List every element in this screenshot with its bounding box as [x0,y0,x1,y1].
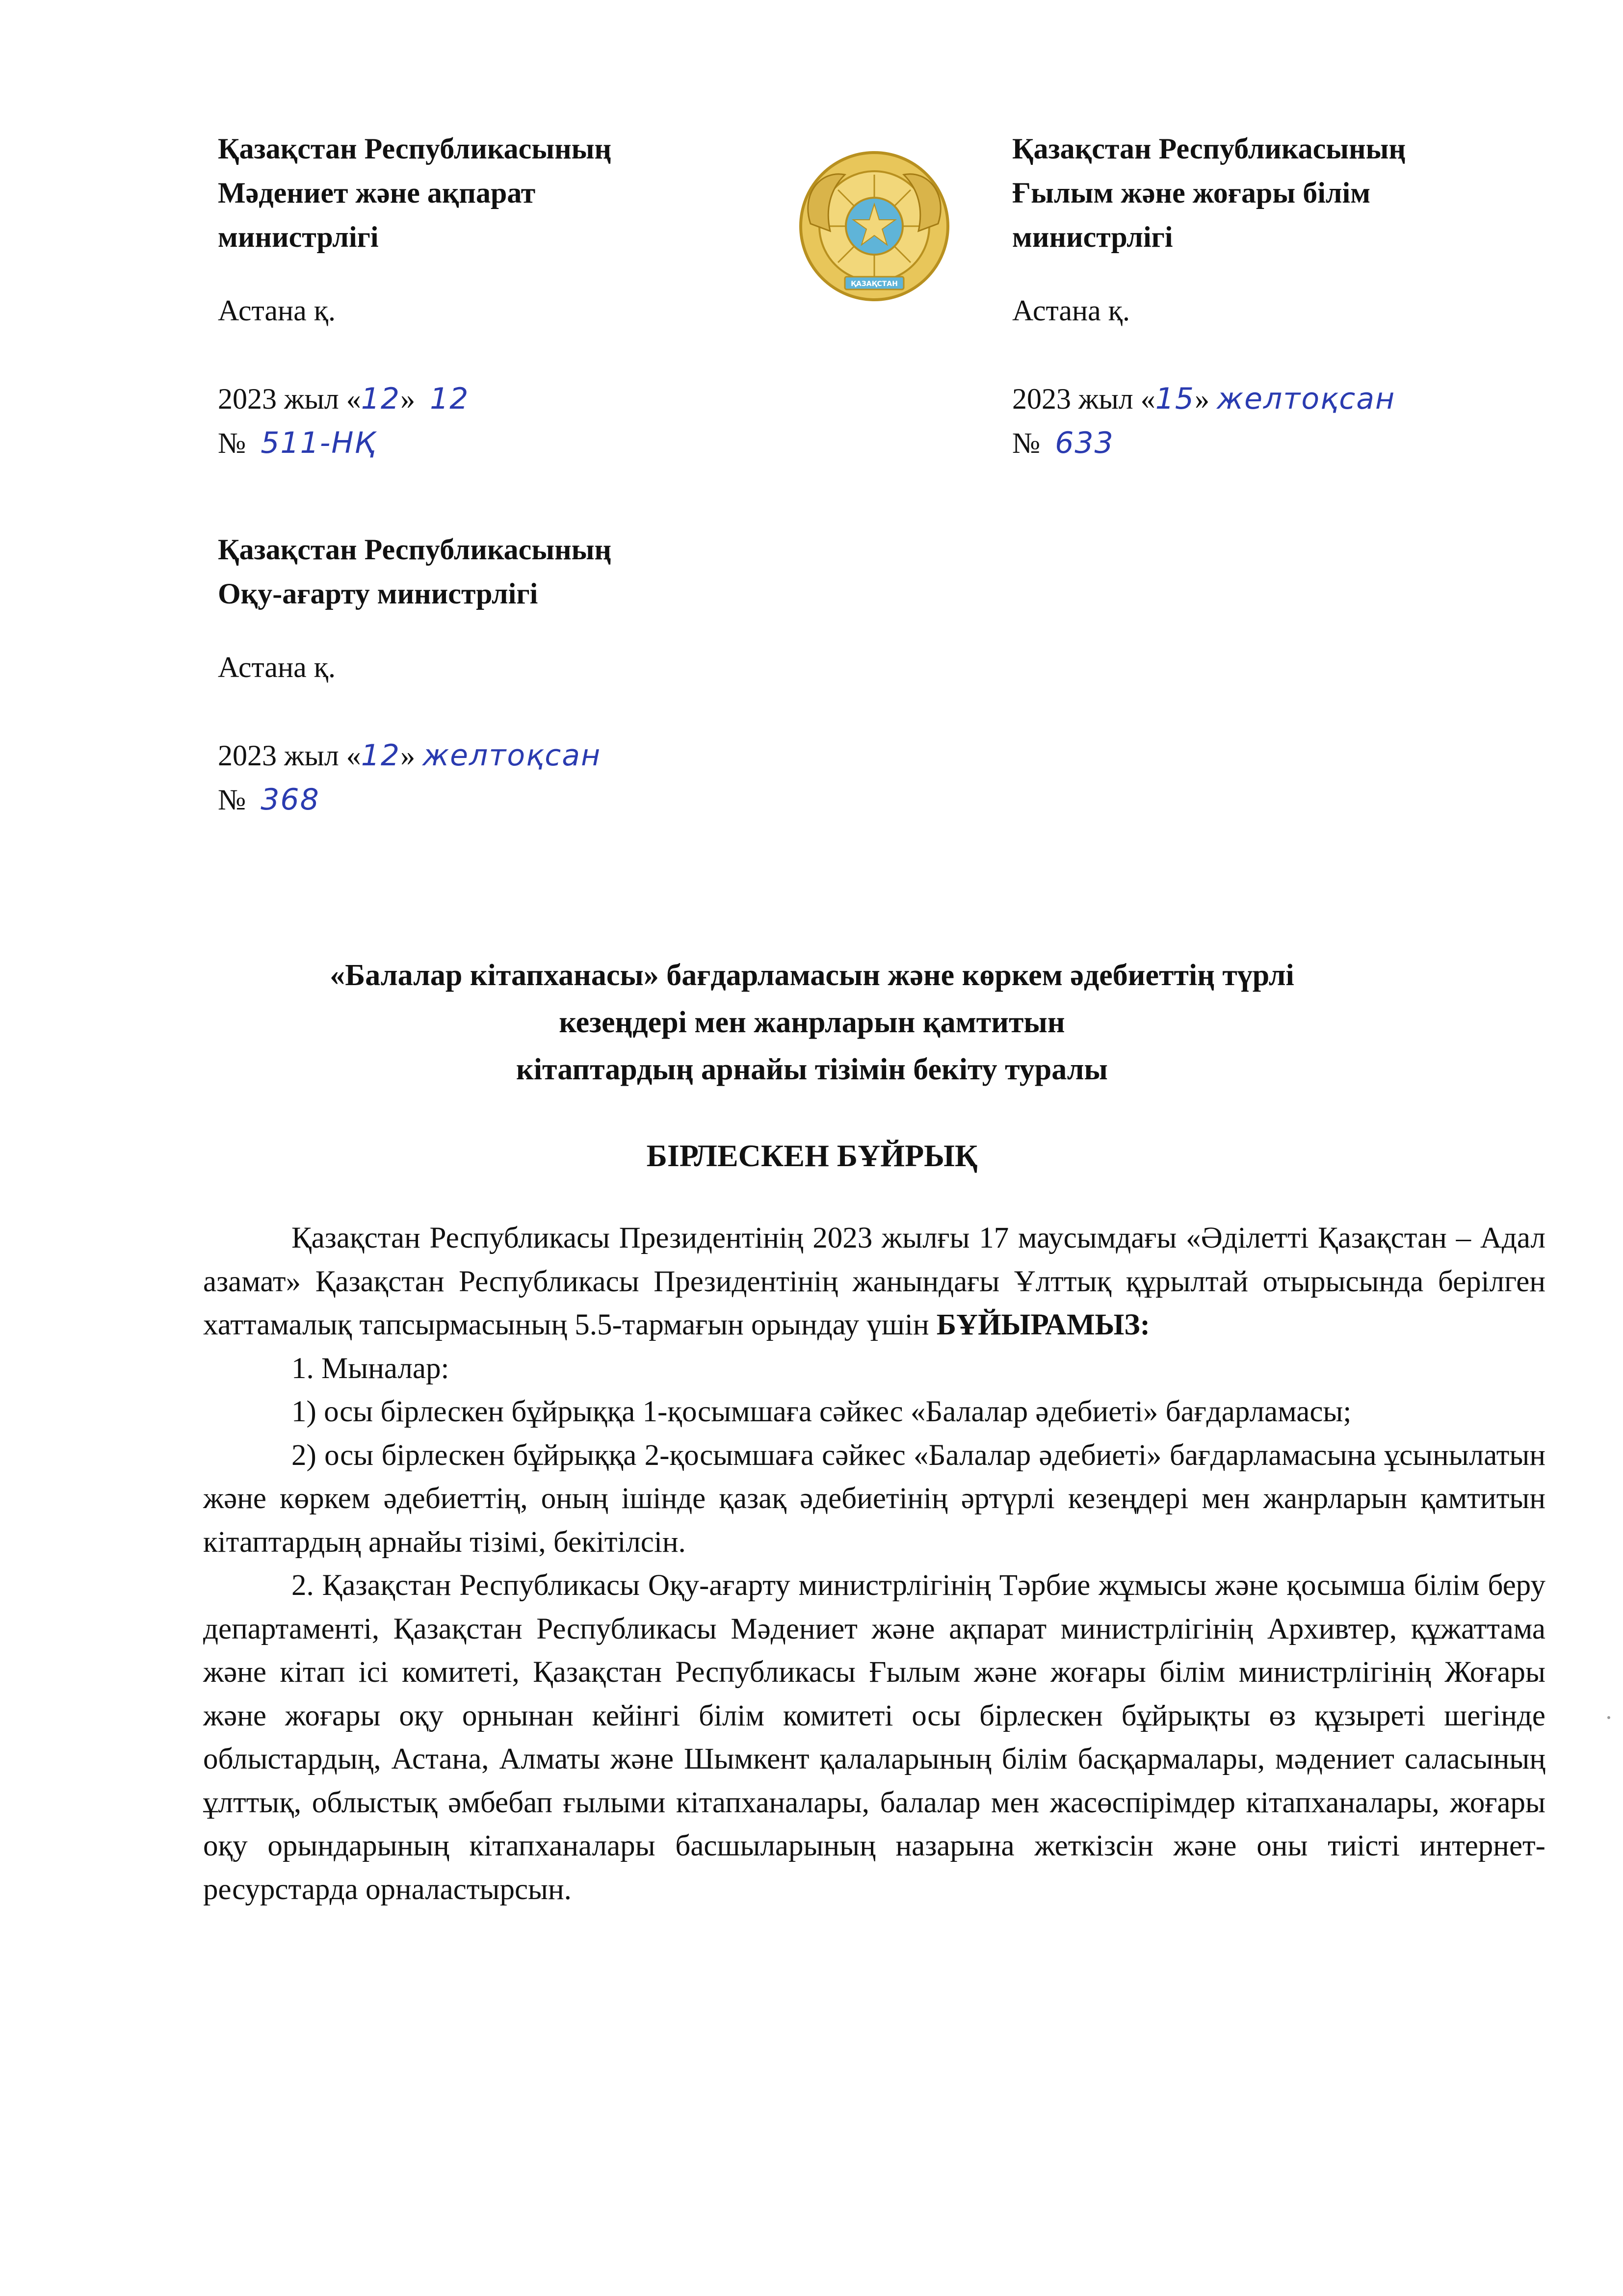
ministry-name-line: Қазақстан Республикасының [218,132,612,165]
ministry-name-line: Қазақстан Республикасының [218,533,612,566]
city-line: Астана қ. [218,294,336,327]
date-prefix: 2023 жыл « [218,739,361,772]
document-body [203,1217,1545,1911]
title-line: кітаптардың арнайы тізімін бекіту туралы [516,1053,1108,1086]
date-suffix: » [400,739,416,772]
handwritten-month: 12 [430,382,470,416]
document-title [196,952,1428,1093]
order-heading: БІРЛЕСКЕН БҰЙРЫҚ [646,1138,978,1173]
number-line [218,421,782,465]
date-suffix: » [1195,383,1210,415]
number-prefix: № [218,427,246,459]
date-line [1012,377,1576,421]
number-prefix: № [1012,427,1041,459]
handwritten-number: 368 [261,783,320,817]
date-prefix: 2023 жыл « [1012,383,1155,415]
date-prefix: 2023 жыл « [218,383,361,415]
ministry-name-line: Мәдениет және ақпарат [218,177,536,209]
handwritten-day: 12 [361,738,401,773]
ministry-header-culture [218,127,782,465]
ministry-name-line: Оқу-ағарту министрлігі [218,577,538,610]
handwritten-day: 12 [361,382,401,416]
kazakhstan-state-emblem-icon [791,145,958,312]
city-line: Астана қ. [218,651,336,683]
ministry-name-line: министрлігі [218,221,379,253]
handwritten-day: 15 [1155,382,1195,416]
handwritten-month: желтоқсан [1217,382,1396,416]
handwritten-number: 511-НҚ [261,426,377,460]
scan-dot [1607,1716,1610,1719]
number-prefix: № [218,783,246,816]
intro-paragraph [203,1217,1545,1347]
intro-text: Қазақстан Республикасы Президентінің 2023 жылғы 17 маусымдағы «Әділетті Қазақстан – Адал азамат» Қазақстан Республикасы Президентінің жанындағы Ұлттық құрылтай отырысында берілген хаттамалық тапсырмасының 5.5-тармағын орындау үшін [203,1222,1545,1341]
paragraph-1-2: 2) осы бірлескен бұйрыққа 2-қосымшаға сәйкес «Балалар әдебиеті» бағдарламасына ұсынылатын және көркем әдебиеттің, оның ішінде қазақ әдебиетінің әртүрлі кезеңдері мен жанрларын қамтитын кітаптардың арнайы тізімі, бекітілсін. [203,1438,1545,1559]
paragraph-1-1: 1) осы бірлескен бұйрыққа 1-қосымшаға сәйкес «Балалар әдебиеті» бағдарламасы; [291,1395,1352,1428]
number-line [218,778,856,822]
title-line: кезеңдері мен жанрларын қамтитын [559,1006,1065,1039]
emblem-text: ҚАЗАҚСТАН [851,280,898,288]
ministry-name-line: Қазақстан Республикасының [1012,132,1406,165]
title-line: «Балалар кітапханасы» бағдарламасын және көркем әдебиеттің түрлі [330,959,1294,992]
ministry-name-line: министрлігі [1012,221,1173,253]
handwritten-number: 633 [1055,426,1114,460]
handwritten-month: желтоқсан [422,738,602,773]
ministry-header-science [1012,127,1576,465]
intro-command: БҰЙЫРАМЫЗ: [936,1308,1150,1341]
ministry-name-line: Ғылым және жоғары білім [1012,177,1371,209]
date-suffix: » [400,383,416,415]
date-line [218,733,856,778]
paragraph-1: 1. Мыналар: [291,1352,449,1385]
number-line [1012,421,1576,465]
city-line: Астана қ. [1012,294,1130,327]
date-line [218,377,782,421]
paragraph-2: 2. Қазақстан Республикасы Оқу-ағарту министрлігінің Тәрбие жұмысы және қосымша білім беру департаменті, Қазақстан Республикасы Мәдениет және ақпарат министрлігінің Архивтер, құжаттама және кітап ісі комитеті, Қазақстан Республикасы Ғылым және жоғары білім министрлігінің Жоғары және жоғары оқу орнынан кейінгі білім комитеті осы бірлескен бұйрықты өз құзыреті шегінде облыстардың, Астана, Алматы және Шымкент қалаларының білім басқармалары, мәдениет саласының ұлттық, облыстық әмбебап ғылыми кітапханалары, балалар мен жасөспірімдер кітапханалары, жоғары оқу орындарының кітапханалары басшыларының назарына жеткізсін және оны тиісті интернет-ресурстарда орналастырсын. [203,1569,1545,1906]
ministry-header-education [218,527,856,822]
